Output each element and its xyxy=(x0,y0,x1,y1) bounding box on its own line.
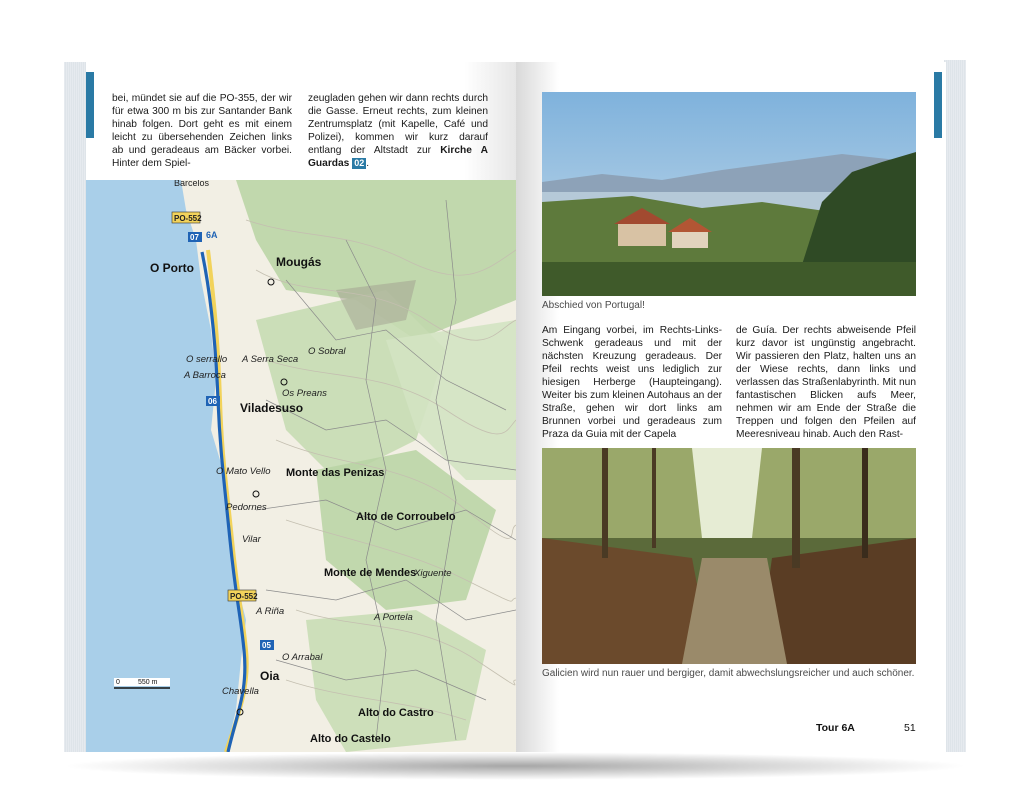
label-route-6a: 6A xyxy=(206,230,218,240)
chapter-tab-right xyxy=(934,72,942,138)
label-o-mato-vello: O Mato Vello xyxy=(216,466,271,477)
photo-portugal-view xyxy=(542,92,916,296)
page-edges-right xyxy=(944,60,966,752)
label-o-porto: O Porto xyxy=(150,261,194,275)
label-05: 05 xyxy=(262,641,271,650)
label-pedornes: Pedornes xyxy=(226,502,267,513)
label-a-portela: A Portela xyxy=(374,612,413,623)
sentence-end: . xyxy=(366,158,370,169)
left-page xyxy=(86,62,516,752)
label-alto-do-castelo: Alto do Castelo xyxy=(310,733,391,745)
label-xiguente: Xiguente xyxy=(414,568,452,579)
route-map xyxy=(86,180,516,752)
left-column-1: bei, mündet sie auf die PO-355, der wir für etwa 300 m bis zur Santander Bank hinab folgen. Dort geht es mit einem leicht zu übersehenden Zeichen links ab und geradeaus am Bäcker vorbei. Hinter dem Spiel- xyxy=(112,93,292,169)
label-alto-de-corroubelo: Alto de Corroubelo xyxy=(356,511,456,523)
page-number: 51 xyxy=(904,722,916,734)
photo-forest-path xyxy=(542,448,916,664)
left-column-2 xyxy=(308,92,488,170)
right-column-1: Am Eingang vorbei, im Rechts-Links-Schwenk geradeaus und mit der nächsten Kreuzung geradeaus. Der Pfeil rechts weist uns lediglich zur hiesigen Herberge (Haupteingang). Weiter bis zum kleinen Autohaus an der Straße, gehen wir dort links am Brunnen vorbei und geradeaus zum Praza da Guia mit der Capela xyxy=(542,325,722,440)
photo2-caption: Galicien wird nun rauer und bergiger, damit abwechslungsreicher und auch schöner. xyxy=(542,668,915,679)
church-name: Kirche A Guardas xyxy=(308,145,488,169)
left-column-2-text: zeugladen gehen wir dann rechts durch die Gasse. Erneut rechts, zum kleinen Zentrumsplatz (mit Kapelle, Café und Polizei), kommen wir kurz darauf entlang der Altstadt zur xyxy=(308,93,488,156)
right-page xyxy=(516,62,946,752)
label-vilar: Vilar xyxy=(242,534,261,545)
label-06: 06 xyxy=(208,397,217,406)
label-barcelos: Barcelos xyxy=(174,180,210,188)
label-a-serra-seca: A Serra Seca xyxy=(242,354,299,365)
label-a-rina: A Riña xyxy=(256,606,285,617)
page-edges-left xyxy=(64,62,86,752)
label-chavella: Chavella xyxy=(222,686,259,697)
label-alto-do-castro: Alto do Castro xyxy=(358,707,434,719)
label-oia: Oia xyxy=(260,669,280,683)
photo1-caption: Abschied von Portugal! xyxy=(542,300,645,311)
book-shadow xyxy=(60,752,970,780)
label-a-barroca: A Barroca xyxy=(184,370,226,381)
label-o-arrabal: O Arrabal xyxy=(282,652,323,663)
label-monte-das-penizas: Monte das Penizas xyxy=(286,467,385,479)
chapter-tab-left xyxy=(86,72,94,138)
label-po552-top: PO-552 xyxy=(174,214,202,223)
label-o-serrallo: O serrallo xyxy=(186,354,228,365)
waypoint-badge: 02 xyxy=(354,158,365,168)
scale-start: 0 xyxy=(116,679,120,686)
label-po552-bottom: PO-552 xyxy=(230,592,258,601)
label-monte-de-mendes: Monte de Mendes xyxy=(324,567,417,579)
label-os-preans: Os Preans xyxy=(282,388,327,399)
label-o-sobral: O Sobral xyxy=(308,346,346,357)
label-viladesuso: Viladesuso xyxy=(240,401,304,415)
scale-end: 550 m xyxy=(138,679,158,686)
right-column-2: de Guía. Der rechts abweisende Pfeil kurz davor ist ungünstig angebracht. Wir passieren den Platz, halten uns an der Wiese rechts, dann links und verlassen das Straßenlabyrinth. Mit nun fantastischen Blicken aufs Meer, nehmen wir am Ende der Straße die Treppen und folgen den Pfeilen auf Meeresniveau hinab. Auch den Rast- xyxy=(736,325,916,440)
label-07: 07 xyxy=(190,233,199,242)
footer-tour: Tour 6A xyxy=(816,722,855,734)
label-mougas: Mougás xyxy=(276,255,322,269)
